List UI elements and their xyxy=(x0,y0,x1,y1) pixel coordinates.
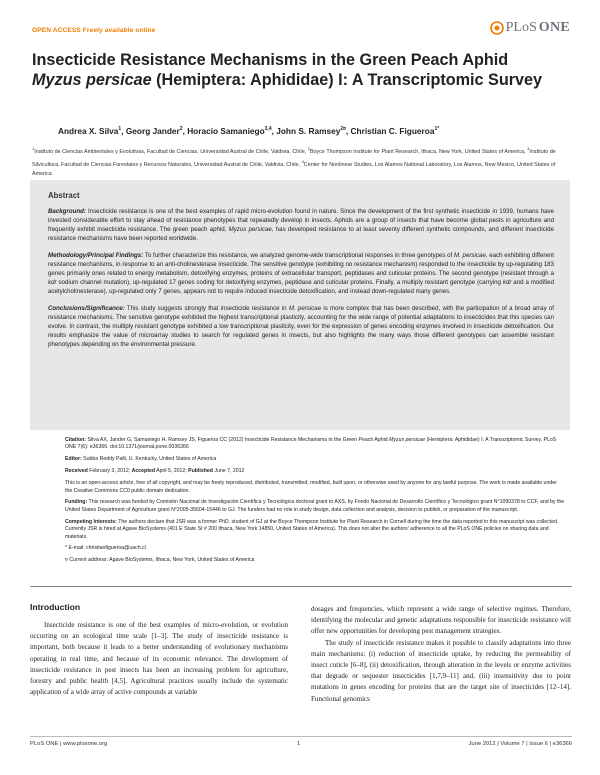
logo-one-text: ONE xyxy=(538,20,570,35)
paragraph: dosages and frequencies, which represent a wide range of selective regimes. Therefore, identifying the molecular and genetic adaptations responsible for insecticide resistance will offer new opportunities for developing pest management strategies. xyxy=(311,605,571,636)
abstract-background: Background: Insecticide resistance is one of the best examples of rapid micro-evolution found in nature. Since the development of the first synthetic insecticide in 1939, humans have invested considerable effort to stay ahead of resistance phenotypes that repeatedly develop in insects. Aphids are a group of insects that have become global pests in agriculture and frequently exhibit insecticide resistance. The green peach aphid, Myzus persicae, has developed resistance to at least seventy different synthetic compounds, and different insecticide resistance mechanisms have been reported worldwide. xyxy=(48,208,554,242)
footer-divider xyxy=(30,736,572,737)
competing-interests: Competing Interests: The authors declare that JSR was a former PhD. student of GJ at the Boyce Thompson Institute for Plant Research in Cornell during the time the data reported in this manuscript was collected. Currently JSR is hired at Agave BioSystems (401 E State St # 200 Ithaca, New York 14850, United States of America). This does not alter the authors' adherence to all the PLoS ONE policies on sharing data and materials. xyxy=(65,518,559,540)
author: Georg Jander$^2$, xyxy=(125,126,188,136)
abstract-heading: Abstract xyxy=(48,191,80,200)
paragraph: Insecticide resistance is one of the best examples of micro-evolution, or evolution occurring on an ecological time scale [1–3]. The study of insecticide resistance is important, both because it leads to a better understanding of evolutionary mechanisms operating in real time, and because of its economic relevance. The development of insecticide resistance in pest insects has been an increasing problem for agriculture, forestry and public health [4,5]. Agricultural practices usually include the systematic application of a wide array of active compounds at variable xyxy=(30,621,288,697)
author: Andrea X. Silva$^1$, xyxy=(58,126,126,136)
introduction-heading: Introduction xyxy=(30,602,81,612)
abstract-box xyxy=(30,180,570,430)
author-list xyxy=(58,126,558,136)
logo-plos-text: PLoS xyxy=(505,20,537,35)
citation: Citation: Silva AX, Jander G, Samaniego H, Ramsey JS, Figueroa CC (2012) Insecticide Resistance Mechanisms in the Green Peach Aphid Myzus persicae (Hemiptera: Aphididae) I: A Transcriptomic Survey. PLoS ONE 7(6): e36366. doi:10.1371/journal.pone.0036366 xyxy=(65,437,557,451)
article-title: Insecticide Resistance Mechanisms in the Green Peach Aphid Myzus persicae (Hemiptera: Aphididae) I: A Transcriptomic Survey xyxy=(32,51,543,89)
footer-page-number: 1 xyxy=(297,741,301,747)
plos-one-logo xyxy=(490,20,570,36)
author: Christian C. Figueroa$^{1*}$ xyxy=(350,126,440,136)
email: * E-mail: christianfigueroa@uach.cl xyxy=(65,545,146,552)
affiliations: $^1$Instituto de Ciencias Ambientales y Evolutivas, Facultad de Ciencias, Universidad Austral de Chile, Valdivia, Chile, $^2$Boyce Thompson Institute for Plant Research, Ithaca, New York, United States of America, $^3$Instituto de Silvicultura, Facultad de Ciencias Forestales y Recursos Naturales, Universidad Austral de Chile, Valdivia, Chile, $^4$Center for Nonlinear Studies, Los Alamos National Laboratory, Los Alamos, New Mexico, United States of America xyxy=(32,146,556,178)
section-divider xyxy=(30,586,572,587)
editor: Editor: Subba Reddy Palli, U. Kentucky, United States of America xyxy=(65,456,217,463)
paragraph: The study of insecticide resistance makes it possible to classify adaptations into three main mechanisms: (i) reduction of insecticide uptake, by reducing the permeability of insect cuticle [6–8], (ii) detoxification, through alteration in the levels or enzyme activities that degrade or sequester insecticides [1,7,9–11] and, (iii) insensitivity due to point mutations in genes encoding for proteins that are the target site of insecticides [12–14]. Functional genomics xyxy=(311,638,571,703)
author: John S. Ramsey$^{2¤}$, xyxy=(276,126,351,136)
footer-issue: June 2012 | Volume 7 | Issue 6 | e36366 xyxy=(468,741,572,747)
funding: Funding: This research was funded by Comisión Nacional de Investigación Científica y Tecnológica doctoral grant to AXS, by Fondo Nacional de Desarrollo Científico y Tecnológico grant N°1090378 to CCF, and by the United States Department of Agriculture grant N°2005-35604-15446 to GJ. The funders had no role in study design, data collection and analysis, decision to publish, or preparation of the manuscript. xyxy=(65,499,565,513)
plos-logo-icon xyxy=(490,21,504,35)
footer-journal: PLoS ONE | www.plosone.org xyxy=(30,741,108,747)
body-column-right xyxy=(311,604,571,705)
license: This is an open-access article, free of all copyright, and may be freely reproduced, distributed, transmitted, modified, built upon, or otherwise used by anyone for any lawful purpose. The work is made available under the Creative Commons CC0 public domain dedication. xyxy=(65,480,557,494)
abstract-conclusions: Conclusions/Significance: This study suggests strongly that insecticide resistance in M. persicae is more complex that has been described, with the participation of a broad array of resistance mechanisms. The sensitive genotype exhibited the highest transcriptional plasticity, accounting for the wide range of potential adaptations to insecticides that this species can evolve. In contrast, the multiply resistant genotype exhibited a low transcriptional plasticity, even for the expression of genes encoding enzymes involved in insecticide detoxification. Our results emphasize the value of microarray studies to search for regulated genes in insects, but also highlights the many ways those different genotypes can assemble resistant phenotypes depending on the environmental pressure. xyxy=(48,305,555,348)
body-column-left xyxy=(30,620,288,698)
dates: Received February 3, 2012; Accepted April 5, 2012; Published June 7, 2012 xyxy=(65,468,245,475)
article-metadata xyxy=(65,437,565,569)
author: Horacio Samaniego$^{3,4}$, xyxy=(187,126,277,136)
current-address: ¤ Current address: Agave BioSystems, Ithaca, New York, United States of America xyxy=(65,557,255,564)
open-access-banner: OPEN ACCESS Freely available online xyxy=(32,27,156,34)
abstract-methods: Methodology/Principal Findings: To further characterize this resistance, we analyzed genome-wide transcriptional responses in three genotypes of M. persicae, each exhibiting different resistance mechanisms, in response to an anti-cholinesterase insecticide. The sensitive genotype (exhibiting no resistance mechanism) responded to the insecticide by up-regulating 183 genes primarily ones related to energy metabolism, detoxifying enzymes, proteins of extracellular transport, peptidases and cuticular proteins. The second genotype (resistant through a kdr sodium channel mutation), up-regulated 17 genes coding for detoxifying enzymes, peptidase and cuticular proteins. Finally, a multiply resistant genotype (carrying kdr and a modified acetylcholinesterase), up-regulated only 7 genes, appears not to require induced insecticide detoxification, and instead down-regulated many genes. xyxy=(48,252,554,295)
